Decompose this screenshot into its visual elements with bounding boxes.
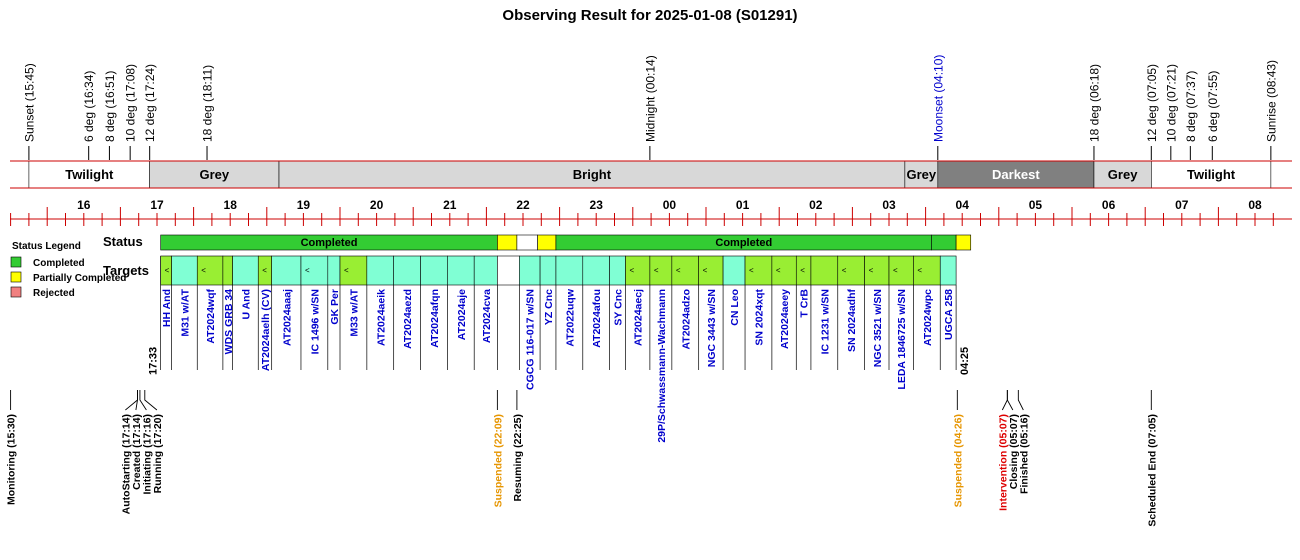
- target-label: IC 1231 w/SN: [819, 289, 832, 355]
- legend-swatch: [11, 272, 21, 282]
- target-mark: <: [775, 266, 781, 275]
- target-label: SN 2024adhf: [846, 289, 859, 353]
- target-mark: <: [653, 266, 659, 275]
- status-segment: [932, 235, 956, 250]
- target-label: IC 1496 w/SN: [309, 289, 322, 355]
- target-label: AT2024aezd: [402, 289, 415, 349]
- target-label: AT2024wpc: [921, 289, 934, 346]
- target-block-cn-leo: [723, 256, 745, 285]
- chart-title: Observing Result for 2025-01-08 (S01291): [502, 7, 798, 24]
- target-block-at2024afou: [583, 256, 610, 285]
- target-block-at2024aezd: [394, 256, 421, 285]
- hour-tick-label: 03: [882, 198, 896, 212]
- target-label: SN 2024xqt: [753, 289, 766, 346]
- top-event-label: Sunset (15:45): [22, 63, 37, 142]
- bottom-event-label: AutoStarting (17:14): [120, 414, 133, 515]
- top-event-label: 8 deg (16:51): [102, 70, 117, 142]
- target-label: CGCG 116-017 w/SN: [524, 289, 537, 390]
- status-segment: [956, 235, 971, 250]
- status-segment-label: Completed: [300, 237, 358, 249]
- target-label: U And: [240, 289, 253, 320]
- hour-tick-label: 23: [589, 198, 603, 212]
- bottom-event-leader: [145, 390, 157, 410]
- top-event-label: 18 deg (06:18): [1087, 63, 1102, 142]
- target-label: AT2024aeik: [375, 289, 388, 347]
- top-event-label: 10 deg (07:21): [1164, 63, 1179, 142]
- top-event-label: Midnight (00:14): [643, 55, 658, 142]
- target-mark: <: [893, 266, 898, 275]
- target-label: SY Cnc: [612, 289, 625, 326]
- target-mark: <: [702, 266, 708, 275]
- target-label: NGC 3443 w/SN: [705, 289, 718, 368]
- bottom-event-leader: [1002, 390, 1007, 410]
- target-block-at2024aaaj: [272, 256, 301, 285]
- target-label: M31 w/AT: [179, 289, 192, 337]
- bottom-event-leader: [125, 390, 137, 410]
- top-event-label: Sunrise (08:43): [1264, 59, 1279, 142]
- target-mark: <: [164, 266, 170, 275]
- hour-tick-label: 01: [735, 198, 750, 212]
- hour-tick-label: 17: [150, 198, 164, 212]
- target-label: LEDA 1846725 w/SN: [896, 289, 909, 390]
- target-block-yz-cnc: [540, 256, 556, 285]
- target-mark: <: [800, 266, 805, 275]
- status-segment: [497, 235, 517, 250]
- sky-band-label: Grey: [906, 167, 937, 182]
- hour-tick-label: 19: [296, 198, 311, 212]
- hour-tick-label: 00: [662, 198, 677, 212]
- hour-tick-label: 08: [1248, 198, 1262, 212]
- status-segment-label: Completed: [715, 237, 773, 249]
- sky-band-label: Grey: [1107, 167, 1138, 182]
- target-mark: <: [917, 266, 923, 275]
- bottom-event-label: Resuming (22:25): [511, 414, 524, 502]
- bottom-event-label: Monitoring (15:30): [5, 414, 18, 505]
- target-label: AT2024aeey: [779, 289, 792, 349]
- target-block-cgcg-116-017-w-sn: [519, 256, 540, 285]
- hour-tick-label: 20: [369, 198, 384, 212]
- target-mark: <: [868, 266, 874, 275]
- bottom-event-leader: [1007, 390, 1012, 410]
- target-label: HH And: [161, 289, 174, 328]
- bottom-event-leader: [1018, 390, 1023, 410]
- sky-band-label: Bright: [572, 167, 612, 182]
- target-block-gk-per: [328, 256, 340, 285]
- target-block-sy-cnc: [610, 256, 626, 285]
- target-label: UGCA 258: [943, 289, 956, 340]
- bottom-event-label: Initiating (17:16): [141, 414, 154, 495]
- top-event-label: 6 deg (16:34): [82, 70, 97, 142]
- status-row-label: Status: [103, 234, 143, 249]
- target-label: AT2024wqf: [205, 289, 218, 344]
- time-mark-label: 17:33: [147, 346, 160, 375]
- bottom-event-label: Intervention (05:07): [997, 414, 1010, 511]
- target-block-blank: [497, 256, 519, 285]
- bottom-event-label: Running (17:20): [151, 414, 164, 494]
- hour-tick-label: 18: [223, 198, 237, 212]
- target-label: AT2024afou: [591, 289, 604, 348]
- target-block-at2024cva: [474, 256, 497, 285]
- target-label: YZ Cnc: [543, 289, 556, 326]
- top-event-label: 12 deg (07:05): [1144, 63, 1159, 142]
- target-mark: <: [304, 266, 310, 275]
- bottom-event-label: Suspended (22:09): [492, 414, 505, 508]
- hour-tick-label: 21: [443, 198, 457, 212]
- target-label: T CrB: [798, 289, 811, 318]
- target-block-ugca-258: [940, 256, 956, 285]
- target-label: 29P/Schwassmann-Wachmann: [655, 289, 668, 443]
- hour-tick-label: 04: [955, 198, 969, 212]
- sky-band-label: Twilight: [1187, 167, 1236, 182]
- target-mark: <: [749, 266, 754, 275]
- top-event-label: 12 deg (17:24): [143, 63, 158, 142]
- status-segment: [538, 235, 556, 250]
- sky-band-label: Twilight: [65, 167, 114, 182]
- hour-tick-label: 06: [1101, 198, 1116, 212]
- target-block-at2024aje: [447, 256, 474, 285]
- top-event-label: 8 deg (07:37): [1183, 70, 1198, 142]
- bottom-event-label: Finished (05:16): [1018, 414, 1031, 494]
- hour-tick-label: 07: [1175, 198, 1189, 212]
- hour-tick-label: 16: [77, 198, 91, 212]
- legend-label: Partially Completed: [33, 273, 127, 284]
- target-block-at2024afqn: [421, 256, 448, 285]
- target-label: GK Per: [328, 289, 341, 325]
- bottom-event-label: Created (17:14): [130, 414, 143, 490]
- target-mark: <: [629, 266, 635, 275]
- time-mark-label: 04:25: [959, 346, 972, 375]
- target-label: AT2022uqw: [564, 289, 577, 347]
- top-event-label: Moonset (04:10): [931, 54, 946, 142]
- legend-swatch: [11, 257, 21, 267]
- target-label: CN Leo: [729, 289, 742, 326]
- bottom-event-label: Closing (05:07): [1007, 414, 1020, 490]
- target-block-at2024aeik: [367, 256, 394, 285]
- target-mark: <: [344, 266, 349, 275]
- top-event-label: 6 deg (07:55): [1205, 70, 1220, 142]
- target-block-wds-grb-34: [223, 256, 233, 285]
- legend-label: Rejected: [33, 288, 75, 299]
- target-label: M33 w/AT: [348, 289, 361, 337]
- target-mark: <: [201, 266, 206, 275]
- target-mark: <: [675, 266, 681, 275]
- target-block-m31-w-at: [172, 256, 198, 285]
- hour-tick-label: 22: [516, 198, 530, 212]
- bottom-event-label: Scheduled End (07:05): [1146, 414, 1159, 527]
- target-label: AT2024afqn: [428, 289, 441, 348]
- target-mark: <: [841, 266, 847, 275]
- bottom-event-leader: [136, 390, 138, 410]
- hour-tick-label: 05: [1028, 198, 1043, 212]
- target-block-ic-1231-w-sn: [811, 256, 838, 285]
- target-block-at2022uqw: [556, 256, 583, 285]
- target-label: AT2024aecj: [632, 289, 645, 347]
- bottom-event-label: Suspended (04:26): [952, 414, 965, 508]
- targets-row-label: Targets: [103, 263, 149, 278]
- top-event-label: 18 deg (18:11): [200, 64, 215, 142]
- target-label: AT2024adzo: [680, 289, 693, 350]
- target-label: AT2024cva: [480, 289, 493, 344]
- top-event-label: 10 deg (17:08): [123, 63, 138, 142]
- legend-label: Completed: [33, 258, 85, 269]
- legend-title: Status Legend: [12, 241, 81, 252]
- target-block-u-and: [233, 256, 259, 285]
- target-label: AT2024aaaj: [281, 289, 294, 347]
- sky-band-label: Grey: [199, 167, 230, 182]
- target-mark: <: [262, 266, 267, 275]
- target-label: AT2024aelh (CV): [259, 289, 272, 372]
- sky-band-label: Darkest: [992, 167, 1040, 182]
- hour-tick-label: 02: [809, 198, 823, 212]
- legend-swatch: [11, 287, 21, 297]
- status-segment: [517, 235, 538, 250]
- target-label: WDS GRB 34: [222, 289, 235, 355]
- target-label: NGC 3521 w/SN: [871, 289, 884, 368]
- target-label: AT2024aje: [455, 289, 468, 341]
